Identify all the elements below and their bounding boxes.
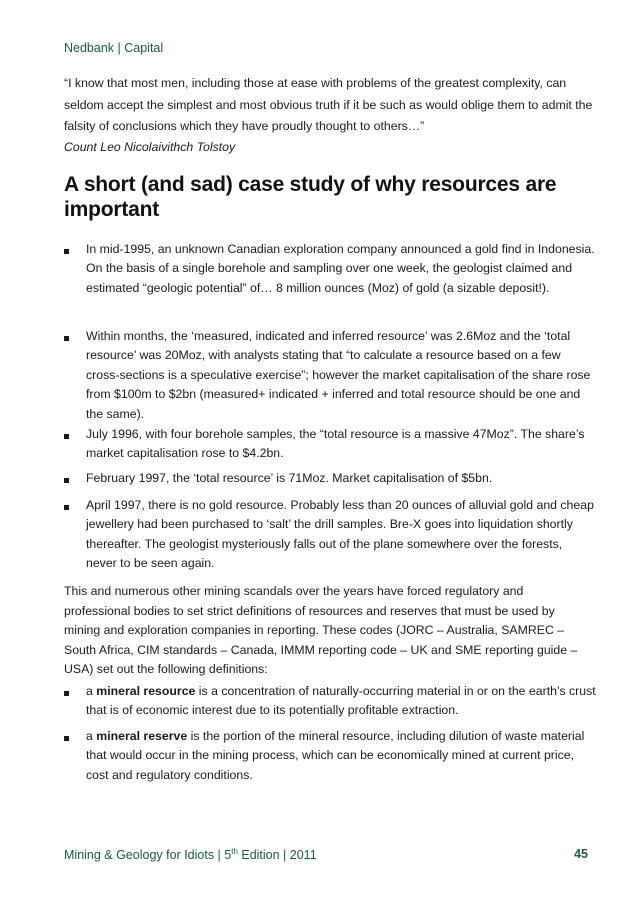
bullet-square-icon xyxy=(64,249,69,254)
epigraph-author: Count Leo Nicolaivithch Tolstoy xyxy=(64,140,236,154)
list-item-text: Within months, the ‘measured, indicated and inferred resource’ was 2.6Moz and the ‘total resource’ was 20Moz, with analysts stating that “to calculate a resource based on a few cross-sections is a speculative exercise”; however the market capitalisation of the share rose from $100m to $2bn (measured+ indicated + inferred and total resource should be one and the same). xyxy=(86,329,591,421)
bullet-square-icon xyxy=(64,505,69,510)
list-item-text: April 1997, there is no gold resource. Probably less than 20 ounces of alluvial gold and cheap jewellery had been purchased to ‘salt’ the drill samples. Bre-X goes into liquidation shortly thereafter. The geologist mysteriously falls out of the plane somewhere over the forests, never to be seen again. xyxy=(86,498,594,571)
list-item-text: February 1997, the ‘total resource’ is 71Moz. Market capitalisation of $5bn. xyxy=(86,471,493,485)
epigraph-quote: “I know that most men, including those at ease with problems of the greatest complexity, can seldom accept the simplest and most obvious truth if it be such as would oblige them to admit the falsity of conclusions which they have proudly thought to others…” xyxy=(64,76,593,133)
footer-edition: Edition | 2011 xyxy=(237,848,317,862)
bullet-square-icon xyxy=(64,478,69,483)
definition-text xyxy=(86,682,596,721)
running-header: Nedbank | Capital xyxy=(64,41,164,55)
definition-text xyxy=(86,727,596,785)
definition-body: is the portion of the mineral resource, including dilution of waste material that would occur in the mining process, which can be economically mined at current price, cost and regulatory conditions. xyxy=(86,729,585,782)
list-item-text: In mid-1995, an unknown Canadian exploration company announced a gold find in Indonesia. On the basis of a single borehole and sampling over one week, the geologist claimed and estimated “geologic potential” of… 8 million ounces (Moz) of gold (a sizable deposit!). xyxy=(86,242,595,295)
body-paragraph: This and numerous other mining scandals over the years have forced regulatory and professional bodies to set strict definitions of resources and reserves that must be used by mining and exploration companies in reporting. These codes (JORC – Australia, SAMREC – South Africa, CIM standards – Canada, IMMM reporting code – UK and SME reporting guide – USA) set out the following definitions: xyxy=(64,584,578,677)
definition-term: mineral resource xyxy=(96,684,196,698)
definition-prefix: a xyxy=(86,684,97,698)
bullet-square-icon xyxy=(64,736,69,741)
footer-edition-sup: th xyxy=(231,847,238,856)
running-footer xyxy=(64,847,588,862)
definition-prefix: a xyxy=(86,729,97,743)
bullet-square-icon xyxy=(64,691,69,696)
page-number: 45 xyxy=(574,847,588,861)
definition-body: is a concentration of naturally-occurring material in or on the earth’s crust that is of economic interest due to its potentially profitable extraction. xyxy=(86,684,596,718)
bullet-square-icon xyxy=(64,434,69,439)
list-item-text: July 1996, with four borehole samples, the “total resource is a massive 47Moz”. The share’s market capitalisation rose to $4.2bn. xyxy=(86,427,585,461)
definition-term: mineral reserve xyxy=(96,729,188,743)
section-title: A short (and sad) case study of why resources are important xyxy=(64,173,557,221)
bullet-square-icon xyxy=(64,336,69,341)
footer-book-title: Mining & Geology for Idiots | 5 xyxy=(64,848,232,862)
